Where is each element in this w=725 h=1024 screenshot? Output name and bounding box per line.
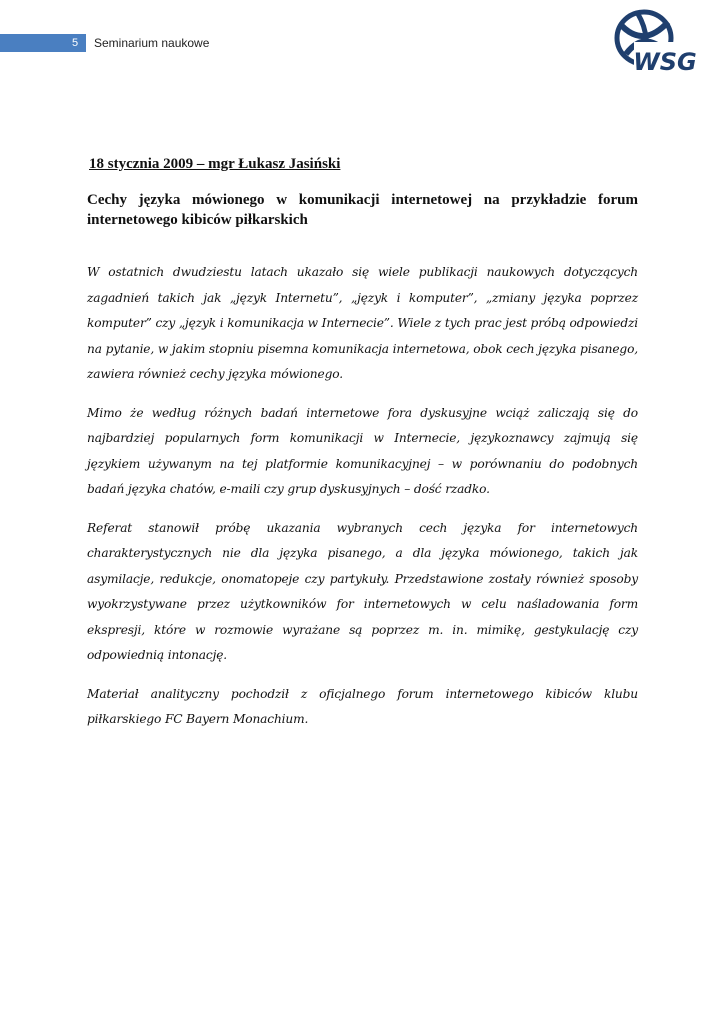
talk-title: Cechy języka mówionego w komunikacji internetowej na przykładzie forum internetowego kibiców piłkarskich (87, 192, 638, 228)
page-number: 5 (71, 37, 79, 49)
svg-text:WSG: WSG (633, 48, 697, 76)
document-body (87, 150, 638, 746)
abstract (87, 260, 638, 733)
session-date-speaker: 18 stycznia 2009 – mgr Łukasz Jasiński (89, 156, 341, 172)
abstract-paragraph: Mimo że według różnych badań internetowe fora dyskusyjne wciąż zaliczają się do najbardziej popularnych form komunikacji w Internecie, językoznawcy zajmują się językiem używanym na tej platformie komunikacyjnej – w porównaniu do podobnych badań języka chatów, e-maili czy grup dyskusyjnych – dość rzadko. (87, 405, 638, 496)
running-title: Seminarium naukowe (94, 36, 210, 50)
abstract-paragraph: W ostatnich dwudziestu latach ukazało się wiele publikacji naukowych dotyczących zagadnień takich jak „język Internetu”, „język i komputer”, „zmiany języka poprzez komputer” czy „język i komunikacja w Internecie”. Wiele z tych prac jest próbą odpowiedzi na pytanie, w jakim stopniu pisemna komunikacja internetowa, obok cech języka pisanego, zawiera również cechy języka mówionego. (87, 265, 638, 381)
wsg-logo (608, 8, 698, 78)
abstract-paragraph: Referat stanowił próbę ukazania wybranych cech języka for internetowych charakterystycznych nie dla języka pisanego, a dla języka mówionego, takich jak asymilacje, redukcje, onomatopeje czy partykuły. Przedstawione zostały również sposoby wyokrzystywane przez użytkowników for internetowych w celu naśladowania form ekspresji, które w rozmowie wyrażane są poprzez m. in. mimikę, gestykulację czy odpowiednią intonację. (87, 520, 638, 662)
abstract-paragraph: Materiał analityczny pochodził z oficjalnego forum internetowego kibiców klubu piłkarskiego FC Bayern Monachium. (87, 686, 638, 726)
